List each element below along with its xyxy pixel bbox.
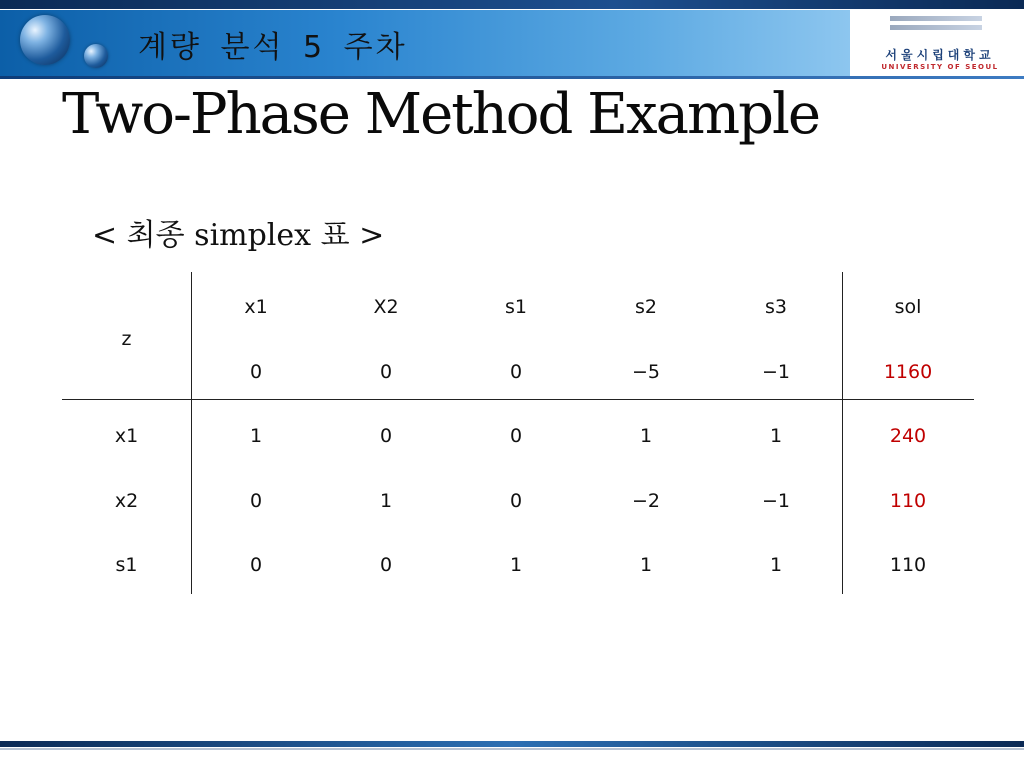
table-cell: 1 (249, 425, 263, 447)
table-cell: 0 (379, 554, 393, 576)
col-header: X2 (373, 296, 399, 318)
table-cell: 1 (509, 554, 523, 576)
small-globe-icon (84, 44, 108, 68)
university-logo (852, 12, 1022, 76)
table-cell: 1 (379, 490, 393, 512)
globe-icon (20, 15, 70, 65)
table-cell-sol: 110 (889, 554, 927, 576)
course-label: 계량 분석 5 주차 (138, 30, 408, 65)
z-row-cell: 0 (249, 361, 263, 383)
table-cell: −2 (631, 490, 660, 512)
table-cell: 0 (249, 554, 263, 576)
row-basis-label: x1 (114, 425, 139, 447)
col-header: s3 (765, 296, 787, 318)
table-cell: −1 (761, 490, 790, 512)
col-header: s2 (635, 296, 657, 318)
table-cell: 1 (769, 425, 783, 447)
col-header: x1 (244, 296, 268, 318)
row-basis-label: s1 (115, 554, 138, 576)
logo-emblem (890, 16, 982, 38)
table-cell: 0 (509, 425, 523, 447)
z-row-cell: 0 (379, 361, 393, 383)
footer-line (0, 748, 1024, 750)
header-top-line (0, 0, 1024, 9)
col-header: s1 (505, 296, 527, 318)
table-cell: 1 (639, 554, 653, 576)
z-row-sol: 1160 (883, 361, 933, 383)
header-blue-band (0, 10, 850, 76)
logo-english-text: UNIVERSITY OF SEOUL (881, 63, 999, 71)
table-cell-sol: 240 (889, 425, 927, 447)
z-row-cell: −1 (761, 361, 790, 383)
slide-title: Two-Phase Method Example (62, 82, 819, 147)
row-basis-label: x2 (114, 490, 139, 512)
simplex-table (62, 272, 974, 594)
table-cell-sol: 110 (889, 490, 927, 512)
table-cell: 0 (249, 490, 263, 512)
z-row-cell: −5 (631, 361, 660, 383)
logo-korean-text: 서울시립대학교 (885, 48, 995, 62)
header-bottom-line (0, 76, 1024, 79)
z-label: z (121, 328, 132, 350)
table-cell: 1 (769, 554, 783, 576)
slide-header (0, 0, 1024, 80)
footer-bar (0, 741, 1024, 747)
table-cell: 0 (379, 425, 393, 447)
z-row-cell: 0 (509, 361, 523, 383)
table-cell: 0 (509, 490, 523, 512)
table-divider-z (62, 399, 974, 400)
table-cell: 1 (639, 425, 653, 447)
col-header: sol (894, 296, 922, 318)
slide-subtitle: < 최종 simplex 표 > (92, 218, 385, 253)
